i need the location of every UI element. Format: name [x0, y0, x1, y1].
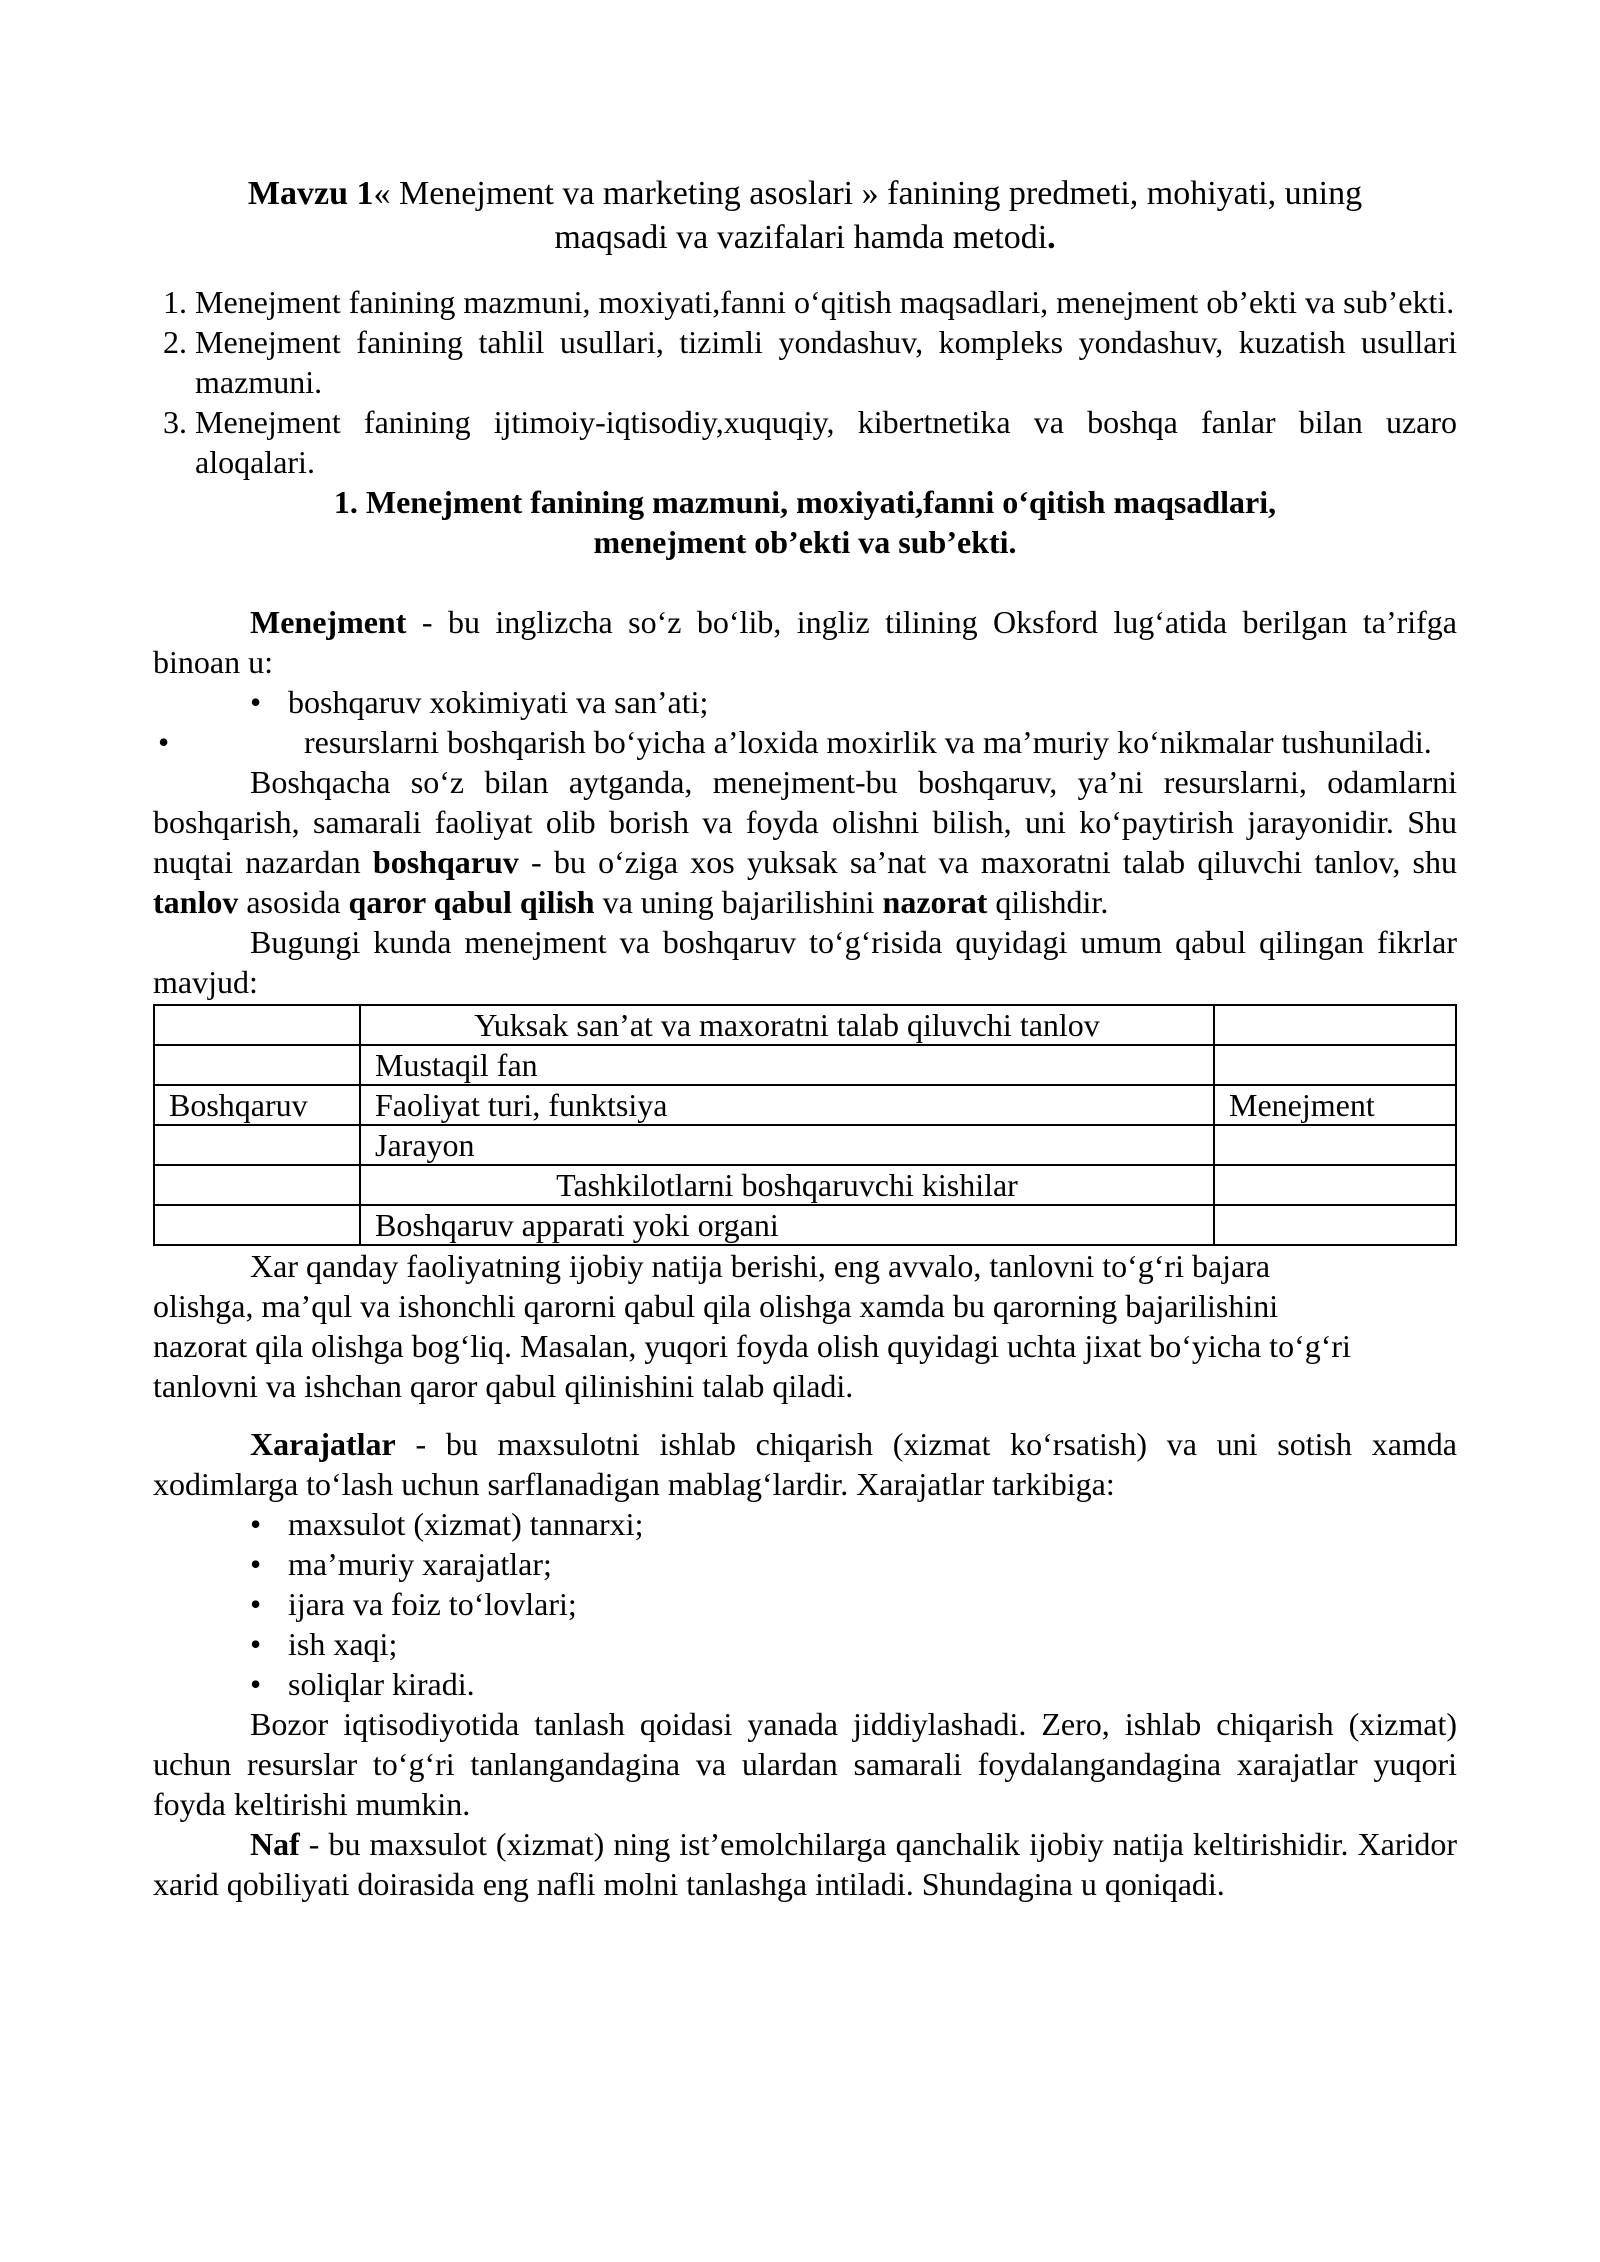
term-tanlov: tanlov [153, 884, 239, 920]
paragraph-xar-qanday: Xar qanday faoliyatning ijobiy natija berishi, eng avvalo, tanlovni to‘g‘ri bajara olishga, ma’qul va ishonchli qarorni qabul qila olishga xamda bu qarorning bajarilishini nazorat qila olishga bog‘liq. Masalan, yuqori foyda olish quyidagi uchta jixat bo‘yicha to‘g‘ri tanlovni va ishchan qaror qabul qilinishini talab qiladi. [153, 1248, 1351, 1404]
table-cell [154, 1165, 360, 1205]
comparison-table [153, 1004, 1457, 1246]
plan-item: 3. Menejment fanining ijtimoiy-iqtisodiy,xuquqiy, kibertnetika va boshqa fanlar bilan uzaro aloqalari. [195, 402, 1457, 482]
table-cell [154, 1205, 360, 1245]
term-naf: Naf [250, 1826, 300, 1862]
paragraph-xarajatlar [153, 1424, 1457, 1504]
topic-plan-list [153, 282, 1457, 482]
bullet-list-definition [153, 682, 1457, 762]
paragraph-menejment-definition [153, 602, 1457, 682]
document-title [153, 172, 1457, 260]
paragraph-text: - bu maxsulotni ishlab chiqarish (xizmat ko‘rsatish) va uni sotish xamda xodimlarga to‘lash uchun sarflanadigan mablag‘lardir. Xarajatlar tarkibiga: [153, 1426, 1457, 1502]
table-cell: Boshqaruv apparati yoki organi [360, 1205, 1214, 1245]
table-cell [154, 1125, 360, 1165]
bullet-item: • soliqlar kiradi. [250, 1664, 1457, 1704]
table-row [154, 1045, 1456, 1085]
table-row [154, 1005, 1456, 1045]
paragraph-bugungi: Bugungi kunda menejment va boshqaruv to‘g‘risida quyidagi umum qabul qilingan fikrlar mavjud: [153, 924, 1457, 1000]
paragraph-text: - bu inglizcha so‘z bo‘lib, ingliz tilining Oksford lug‘atida berilgan ta’rifga binoan u: [153, 604, 1457, 680]
bullet-item [250, 722, 1457, 762]
table-cell [1214, 1165, 1456, 1205]
bullet-item: • ijara va foiz to‘lovlari; [250, 1584, 1457, 1624]
table-cell: Yuksak san’at va maxoratni talab qiluvchi tanlov [360, 1005, 1214, 1045]
table-row [154, 1085, 1456, 1125]
bullet-item-text: resurslarni boshqarish bo‘yicha a’loxida moxirlik va ma’muriy ko‘nikmalar tushuniladi. [304, 724, 1432, 760]
table-cell [1214, 1205, 1456, 1245]
table-cell: Jarayon [360, 1125, 1214, 1165]
document-page [153, 172, 1457, 1904]
term-nazorat: nazorat [882, 884, 988, 920]
paragraph-text: Boshqacha so‘z bilan aytganda, menejment-bu boshqaruv, ya’ni resurslarni, odamlarni boshqarish, samarali faoliyat olib borish va foyda olishni bilish, uni ko‘paytirish jarayonidir. Shu nuqtai nazardan [153, 764, 1457, 880]
paragraph-text: - bu o‘ziga xos yuksak sa’nat va maxoratni talab qiluvchi tanlov, shu [518, 844, 1458, 880]
table-cell-menejment: Menejment [1214, 1085, 1456, 1125]
table-row [154, 1165, 1456, 1205]
table-row [154, 1125, 1456, 1165]
table-row [154, 1205, 1456, 1245]
paragraph-text: asosida [238, 884, 349, 920]
section-heading-line1: 1. Menejment fanining mazmuni, moxiyati,fanni o‘qitish maqsadlari, [333, 484, 1277, 520]
section-heading-line2: menejment ob’ekti va sub’ekti. [593, 524, 1017, 560]
paragraph-text: - bu maxsulot (xizmat) ning ist’emolchilarga qanchalik ijobiy natija keltirishidir. Xaridor xarid qobiliyati doirasida eng nafli molni tanlashga intiladi. Shundagina u qoniqadi. [153, 1826, 1457, 1902]
title-line1: « Menejment va marketing asoslari » fanining predmeti, mohiyati, uning [373, 175, 1363, 212]
table-cell: Tashkilotlarni boshqaruvchi kishilar [360, 1165, 1214, 1205]
title-line2: maqsadi va vazifalari hamda metodi [554, 219, 1048, 256]
title-bold: Mavzu 1 [247, 175, 374, 212]
paragraph-text: qilishdir. [987, 884, 1109, 920]
plan-item: 2. Menejment fanining tahlil usullari, tizimli yondashuv, kompleks yondashuv, kuzatish usullari mazmuni. [195, 322, 1457, 402]
term-xarajatlar: Xarajatlar [250, 1426, 396, 1462]
table-cell [1214, 1045, 1456, 1085]
bullet-item: • ma’muriy xarajatlar; [250, 1544, 1457, 1584]
table-cell [154, 1005, 360, 1045]
plan-item: 1. Menejment fanining mazmuni, moxiyati,fanni o‘qitish maqsadlari, menejment ob’ekti va sub’ekti. [195, 282, 1457, 322]
table-cell-boshqaruv: Boshqaruv [154, 1085, 360, 1125]
bullet-item: • boshqaruv xokimiyati va san’ati; [250, 682, 1457, 722]
table-cell: Faoliyat turi, funktsiya [360, 1085, 1214, 1125]
table-cell [154, 1045, 360, 1085]
bullet-item: • ish xaqi; [250, 1624, 1457, 1664]
section-heading [153, 482, 1457, 562]
table-cell: Mustaqil fan [360, 1045, 1214, 1085]
bullet-item: • maxsulot (xizmat) tannarxi; [250, 1504, 1457, 1544]
paragraph-boshqacha [153, 762, 1457, 922]
table-cell [1214, 1125, 1456, 1165]
paragraph-naf [153, 1824, 1457, 1904]
title-period: . [1047, 219, 1056, 256]
bullet-list-xarajatlar [153, 1504, 1457, 1704]
term-qaror: qaror qabul qilish [348, 884, 595, 920]
table-cell [1214, 1005, 1456, 1045]
paragraph-bozor: Bozor iqtisodiyotida tanlash qoidasi yanada jiddiylashadi. Zero, ishlab chiqarish (xizmat) uchun resurslar to‘g‘ri tanlangandagina va ulardan samarali foydalangandagina xarajatlar yuqori foyda keltirishi mumkin. [153, 1706, 1457, 1822]
paragraph-text: va uning bajarilishini [594, 884, 883, 920]
term-menejment: Menejment [250, 604, 407, 640]
term-boshqaruv: boshqaruv [372, 844, 519, 880]
